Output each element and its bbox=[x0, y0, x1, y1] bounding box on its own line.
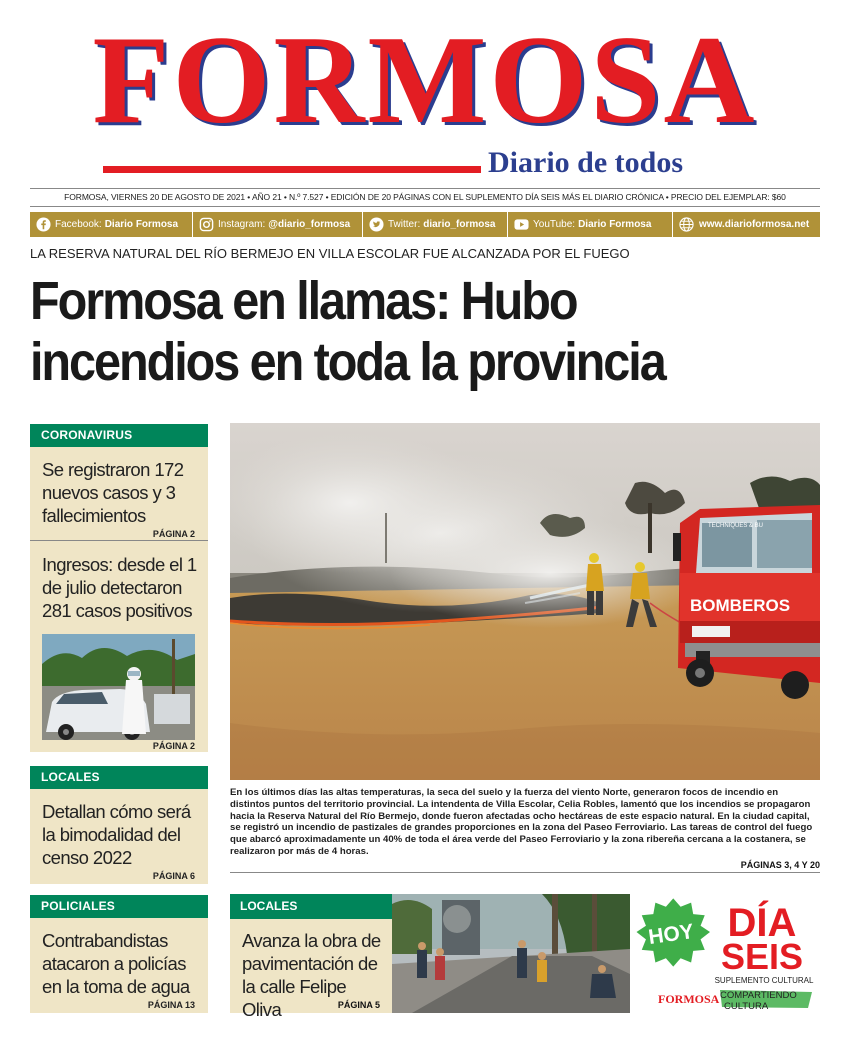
divider bbox=[30, 188, 820, 189]
social-bar bbox=[30, 212, 820, 237]
facebook-icon bbox=[36, 217, 51, 232]
social-handle: diario_formosa bbox=[423, 219, 496, 230]
section-label-policiales: POLICIALES bbox=[30, 895, 208, 918]
promo-seis: SEIS bbox=[720, 936, 804, 977]
truck-badge: TECHNIQUES & BU bbox=[708, 523, 764, 529]
social-service: YouTube: bbox=[533, 219, 576, 230]
page-reference: PÁGINA 13 bbox=[147, 1000, 195, 1010]
story-headline[interactable]: Ingresos: desde el 1 de julio detectaron 281 casos positivos bbox=[42, 554, 197, 621]
page-reference: PÁGINA 2 bbox=[152, 741, 195, 751]
promo-slogan: CULTURA bbox=[724, 1001, 769, 1012]
social-service: Facebook: bbox=[55, 219, 102, 230]
logo-underline bbox=[103, 166, 481, 173]
promo-subtitle: SUPLEMENTO CULTURAL bbox=[714, 976, 814, 985]
page-reference: PÁGINA 6 bbox=[152, 871, 195, 881]
social-handle: www.diarioformosa.net bbox=[699, 219, 810, 230]
promo-hoy: HOY bbox=[646, 920, 696, 950]
social-twitter[interactable] bbox=[362, 212, 507, 237]
page-reference: PÁGINA 5 bbox=[337, 1000, 380, 1010]
logo-tagline: Diario de todos bbox=[488, 146, 683, 179]
promo-slogan: COMPARTIENDO bbox=[720, 990, 797, 1001]
page-reference: PÁGINA 2 bbox=[152, 529, 195, 539]
promo-brand: FORMOSA bbox=[658, 992, 720, 1006]
divider bbox=[30, 540, 208, 541]
headline-line: incendios en toda la provincia bbox=[30, 332, 665, 392]
dia-seis-logo bbox=[632, 886, 822, 1016]
divider bbox=[30, 206, 820, 207]
social-handle: Diario Formosa bbox=[104, 219, 179, 230]
covid-testing-photo[interactable] bbox=[42, 634, 195, 740]
fire-truck bbox=[673, 505, 820, 699]
truck-lettering: BOMBEROS bbox=[690, 596, 791, 615]
instagram-icon bbox=[199, 217, 214, 232]
section-label-locales: LOCALES bbox=[30, 766, 208, 789]
paving-scene-illustration bbox=[392, 894, 630, 1013]
twitter-icon bbox=[369, 217, 384, 232]
newspaper-logo[interactable]: FORMOSA bbox=[92, 11, 758, 150]
story-headline[interactable]: Contrabandistas atacaron a policías en la toma de agua bbox=[42, 930, 190, 997]
paving-work-photo[interactable] bbox=[392, 894, 630, 1013]
lead-headline[interactable] bbox=[30, 271, 750, 393]
lead-photo[interactable] bbox=[230, 423, 820, 780]
section-label-coronavirus: CORONAVIRUS bbox=[30, 424, 208, 447]
social-handle: Diario Formosa bbox=[578, 219, 652, 230]
headline-line: Formosa en llamas: Hubo bbox=[30, 271, 577, 331]
social-website[interactable] bbox=[672, 212, 820, 237]
youtube-icon bbox=[514, 217, 529, 232]
social-service: Instagram: bbox=[218, 219, 266, 230]
masthead bbox=[0, 0, 850, 186]
divider bbox=[230, 872, 820, 873]
story-headline[interactable]: Avanza la obra de pavimentación de la calle Felipe Oliva bbox=[242, 930, 381, 1020]
lead-kicker: LA RESERVA NATURAL DEL RÍO BERMEJO EN VILLA ESCOLAR FUE ALCANZADA POR EL FUEGO bbox=[30, 246, 630, 261]
section-label-locales: LOCALES bbox=[230, 894, 392, 919]
page-reference: PÁGINAS 3, 4 Y 20 bbox=[740, 860, 820, 870]
social-instagram[interactable] bbox=[192, 212, 362, 237]
promo-dia: DÍA bbox=[727, 901, 797, 945]
social-facebook[interactable] bbox=[30, 212, 192, 237]
story-headline[interactable]: Detallan cómo será la bimodalidad del censo 2022 bbox=[42, 801, 191, 868]
fire-scene-illustration bbox=[230, 423, 820, 780]
dia-seis-promo[interactable] bbox=[632, 886, 822, 1016]
story-headline[interactable]: Se registraron 172 nuevos casos y 3 fallecimientos bbox=[42, 459, 184, 526]
social-service: Twitter: bbox=[388, 219, 421, 230]
social-youtube[interactable] bbox=[507, 212, 672, 237]
social-handle: @diario_formosa bbox=[268, 219, 351, 230]
lead-caption: En los últimos días las altas temperaturas, la seca del suelo y la fuerza del viento Norte, generaron focos de incendio en distintos puntos del territorio provincial. La intendenta de Villa Escolar, Celia Robles, lamentó que los incendios se propagaron hacia la Reserva Natural del Río Bermejo, donde fueron afectadas ocho hectáreas de este espacio natural. En la ciudad capital, se registró un incendio de pastizales de grandes proporciones en la zona del Paseo Ferroviario. Las tareas de control del fuego que abarcó aproximadamente un 40% de toda el área verde del Paseo Ferroviario y la zona ribereña cercana a la costanera, se realizaron por más de 4 horas. bbox=[230, 787, 813, 857]
edition-line: FORMOSA, VIERNES 20 DE AGOSTO DE 2021 • AÑO 21 • N.º 7.527 • EDICIÓN DE 20 PÁGINAS CON EL SUPLEMENTO DÍA SEIS MÁS EL DIARIO CRÓNICA • PRECIO DEL EJEMPLAR: $60 bbox=[64, 192, 786, 202]
globe-icon bbox=[679, 217, 694, 232]
